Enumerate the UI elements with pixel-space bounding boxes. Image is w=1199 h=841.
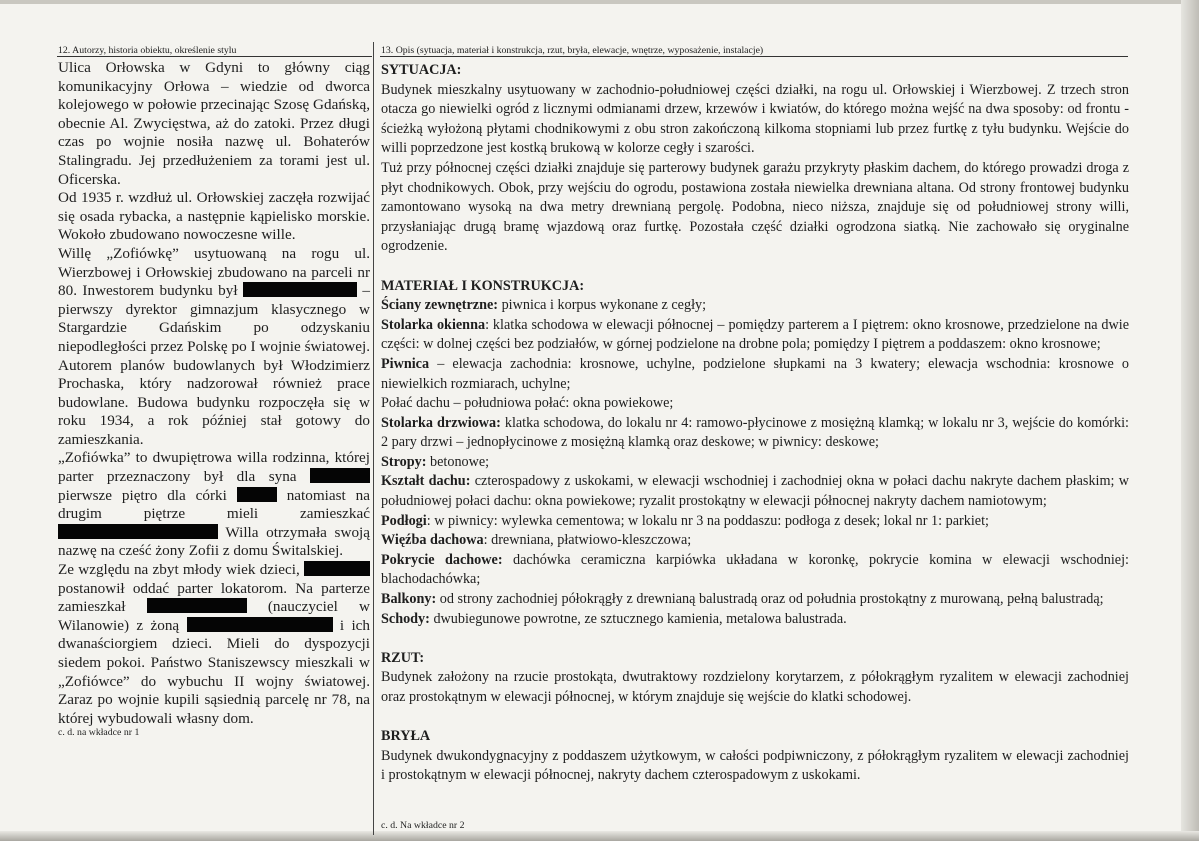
column-divider	[373, 42, 374, 835]
material-item-label: Piwnica	[381, 355, 430, 372]
material-item	[381, 551, 1129, 590]
redaction-bar	[187, 617, 333, 632]
material-item-text: : klatka schodowa w elewacji północnej – pomiędzy parterem a I piętrem: okno krosnowe, przedzielone na dwie części: w dolnej części bez podziałów, w górnej podzielone na drobne pola; pomiędzy I piętrem a poddaszem: okno krosnowe;	[381, 316, 1129, 353]
material-item-label: Kształt dachu:	[381, 473, 471, 490]
scan-edge-top	[0, 0, 1199, 4]
material-item-label: Podłogi	[381, 512, 427, 529]
history-paragraph	[58, 561, 370, 728]
section-13-label: 13. Opis (sytuacja, materiał i konstrukcja, rzut, bryła, elewacje, wnętrze, wyposażenie, instalacje)	[381, 45, 764, 56]
redaction-bar	[304, 561, 370, 576]
material-item	[381, 394, 1129, 414]
material-item-label: Więźba dachowa	[381, 532, 484, 549]
history-text: i ich dwanaściorgiem dzieci. Mieli do dyspozycji siedem pokoi. Państwo Staniszewscy mieszkali w „Zofiówce” do wybuchu II wojny światowej. Zaraz po wojnie kupili sąsiednią parcelę nr 78, na której wybudowali własny dom.	[58, 616, 370, 727]
material-item-label: Stolarka drzwiowa:	[381, 414, 501, 431]
history-text: (nauczyciel w Wilanowie) z żoną	[58, 598, 371, 634]
material-item-label: Balkony:	[381, 591, 437, 608]
history-text: – pierwszy dyrektor gimnazjum klasycznego w Stargardzie Gdańskim po odzyskaniu niepodległości przez Polskę po I wojnie światowej. Autorem planów budowlanych był Włodzimierz Prochaska, który nadzorował również prace budowlane. Budowa budynku rozpoczęła się w roku 1934, a rok później stał gotowy do zamieszkania.	[58, 282, 371, 448]
redaction-bar	[147, 598, 247, 613]
history-text: postanowił oddać parter lokatorom. Na parterze zamieszkał	[58, 579, 370, 616]
section-heading-rzut: RZUT:	[381, 649, 425, 666]
history-text: Willę „Zofiówkę” usytuowaną na rogu ul. Wierzbowej i Orłowskiej zbudowano na parceli nr 80. Inwestorem budynku był	[58, 244, 370, 300]
history-paragraph	[58, 449, 370, 561]
history-text: Ze względu na zbyt młody wiek dzieci,	[58, 561, 300, 579]
material-item-text: dachówka ceramiczna karpiówka układana w koronkę, pokrycie komina w elewacji wschodniej: blachodachówka;	[381, 551, 1129, 588]
material-item-text: Połać dachu – południowa połać: okna powiekowe;	[381, 395, 674, 412]
description-column	[381, 61, 1129, 786]
header-rule-left	[57, 56, 372, 57]
material-item-label: Stropy:	[381, 453, 427, 470]
history-paragraph	[58, 245, 370, 450]
material-item	[381, 512, 1129, 532]
material-item-text: klatka schodowa, do lokalu nr 4: ramowo-płycinowe z mosiężną klamką; w lokalu nr 3, wejście do komórki: 2 pary drzwi – jednopłycinowe z mosiężną klamką oraz deskowe; w piwnicy: deskowe;	[381, 414, 1129, 451]
section-12-label: 12. Autorzy, historia obiektu, określenie stylu	[58, 45, 237, 56]
material-item	[381, 610, 1129, 630]
redaction-bar	[237, 487, 277, 502]
continued-note-right: c. d. Na wkładce nr 2	[381, 820, 465, 831]
scan-edge-right	[1181, 0, 1199, 841]
description-paragraph: Budynek dwukondygnacyjny z poddaszem użytkowym, w całości podpiwniczony, z półokrągłym ryzalitem w elewacji zachodniej i prostokątnym w elewacji północnej, nakryty dachem czterospadowym z uskokami.	[381, 747, 1129, 784]
history-text: Willa otrzymała swoją nazwę na cześć żony Zofii z domu Świtalskiej.	[58, 523, 370, 560]
history-text: natomiast na drugim piętrze mieli zamieszkać	[58, 486, 370, 523]
material-item-text: : w piwnicy: wylewka cementowa; w lokalu nr 3 na poddaszu: podłoga z desek; lokal nr 1: parkiet;	[426, 512, 989, 529]
material-item-text: od strony zachodniej półokrągły z drewnianą balustradą oraz od południa prostokątny z murowaną, pełną balustradą;	[436, 591, 1104, 608]
material-item-label: Stolarka okienna	[381, 316, 486, 333]
material-item-text: czterospadowy z uskokami, w elewacji wschodniej i zachodniej okna w połaci dachu nakryte dachem płaskim; w południowej połaci dachu: okna powiekowe; ryzalit prostokątny w elewacji północnej nakryty dachem namiotowym;	[381, 473, 1129, 510]
history-paragraph: Od 1935 r. wzdłuż ul. Orłowskiej zaczęła rozwijać się osada rybacka, a następnie kąpielisko morskie. Wokoło zbudowano nowoczesne wille.	[58, 189, 370, 244]
description-paragraph: Budynek założony na rzucie prostokąta, dwutraktowy rozdzielony korytarzem, z półokrągłym ryzalitem w elewacji zachodniej oraz prostokątnym w elewacji północnej, w którym znajduje się wejście do klatki schodowej.	[381, 669, 1129, 705]
material-item-label: Ściany zewnętrzne:	[381, 297, 499, 314]
material-item-text: – elewacja zachodnia: krosnowe, uchylne, podzielone słupkami na 3 kwatery; elewacja wschodnia: krosnowe o niewielkich rozmiarach, uchylne;	[381, 355, 1129, 392]
redaction-bar	[243, 282, 357, 297]
material-item	[381, 590, 1129, 610]
section-heading-material: MATERIAŁ I KONSTRUKCJA:	[381, 277, 585, 294]
description-paragraph: Tuż przy północnej części działki znajduje się parterowy budynek garażu przykryty płaskim dachem, do którego prowadzi droga z płyt chodnikowych. Obok, przy wejściu do ogrodu, postawiona została niewielka drewniana altana. Od strony frontowej budynku zamontowano wysoką na dwa metry drewnianą pergolę. Podobna, nieco niższa, znajduje się od południowej strony willi, przysłaniając drugą bramę wjazdową oraz furtkę. Pozostała część działki ogrodzona siatką. Nie zachowało się oryginalne ogrodzenie.	[381, 159, 1129, 255]
history-text: „Zofiówka” to dwupiętrowa willa rodzinna, której parter przeznaczony był dla syna	[58, 449, 370, 486]
material-item	[381, 531, 1129, 551]
section-heading-sytuacja: SYTUACJA:	[381, 62, 462, 78]
material-item	[381, 472, 1129, 511]
history-text: pierwsze piętro dla córki	[58, 486, 227, 504]
redaction-bar	[58, 524, 218, 539]
material-item-label: Pokrycie dachowe:	[381, 551, 503, 568]
material-item	[381, 316, 1129, 355]
material-item	[381, 296, 1129, 316]
history-column	[58, 59, 370, 728]
continued-note-left: c. d. na wkładce nr 1	[58, 727, 140, 738]
material-item-text: : drewniana, płatwiowo-kleszczowa;	[483, 532, 692, 549]
section-heading-bryla: BRYŁA	[381, 728, 431, 745]
material-item-text: piwnica i korpus wykonane z cegły;	[498, 297, 707, 314]
scan-edge-bottom	[0, 831, 1199, 841]
history-paragraph: Ulica Orłowska w Gdyni to główny ciąg komunikacyjny Orłowa – wiedzie od dworca kolejowego w połowie przecinając Szosę Gdańską, obecnie Al. Zwycięstwa, aż do zatoki. Przez długi czas po wojnie nosiła nazwę ul. Bohaterów Stalingradu. Jej przedłużeniem za torami jest ul. Oficerska.	[58, 59, 370, 188]
redaction-bar	[310, 468, 370, 483]
material-item-text: betonowe;	[426, 453, 490, 470]
material-item-label: Schody:	[381, 610, 430, 627]
material-item	[381, 355, 1129, 394]
material-item	[381, 414, 1129, 453]
material-items-list	[381, 296, 1129, 629]
description-paragraph: Budynek mieszkalny usytuowany w zachodnio-południowej części działki, na rogu ul. Orłowskiej i Wierzbowej. Z trzech stron otacza go niewielki ogród z licznymi odmianami drzew, krzewów i kwiatów, do którego można wejść na dwa sposoby: od frontu - ścieżką wyłożoną płytami chodnikowymi z obu stron zakończoną kilkoma stopniami lub przez furtkę z tyłu budynku. Wejście do willi poprzedzone jest kostką brukową w kolorze cegły i szarości.	[381, 81, 1129, 157]
material-item-text: dwubiegunowe powrotne, ze sztucznego kamienia, metalowa balustrada.	[429, 610, 847, 627]
header-rule-right	[380, 56, 1128, 57]
material-item	[381, 453, 1129, 473]
